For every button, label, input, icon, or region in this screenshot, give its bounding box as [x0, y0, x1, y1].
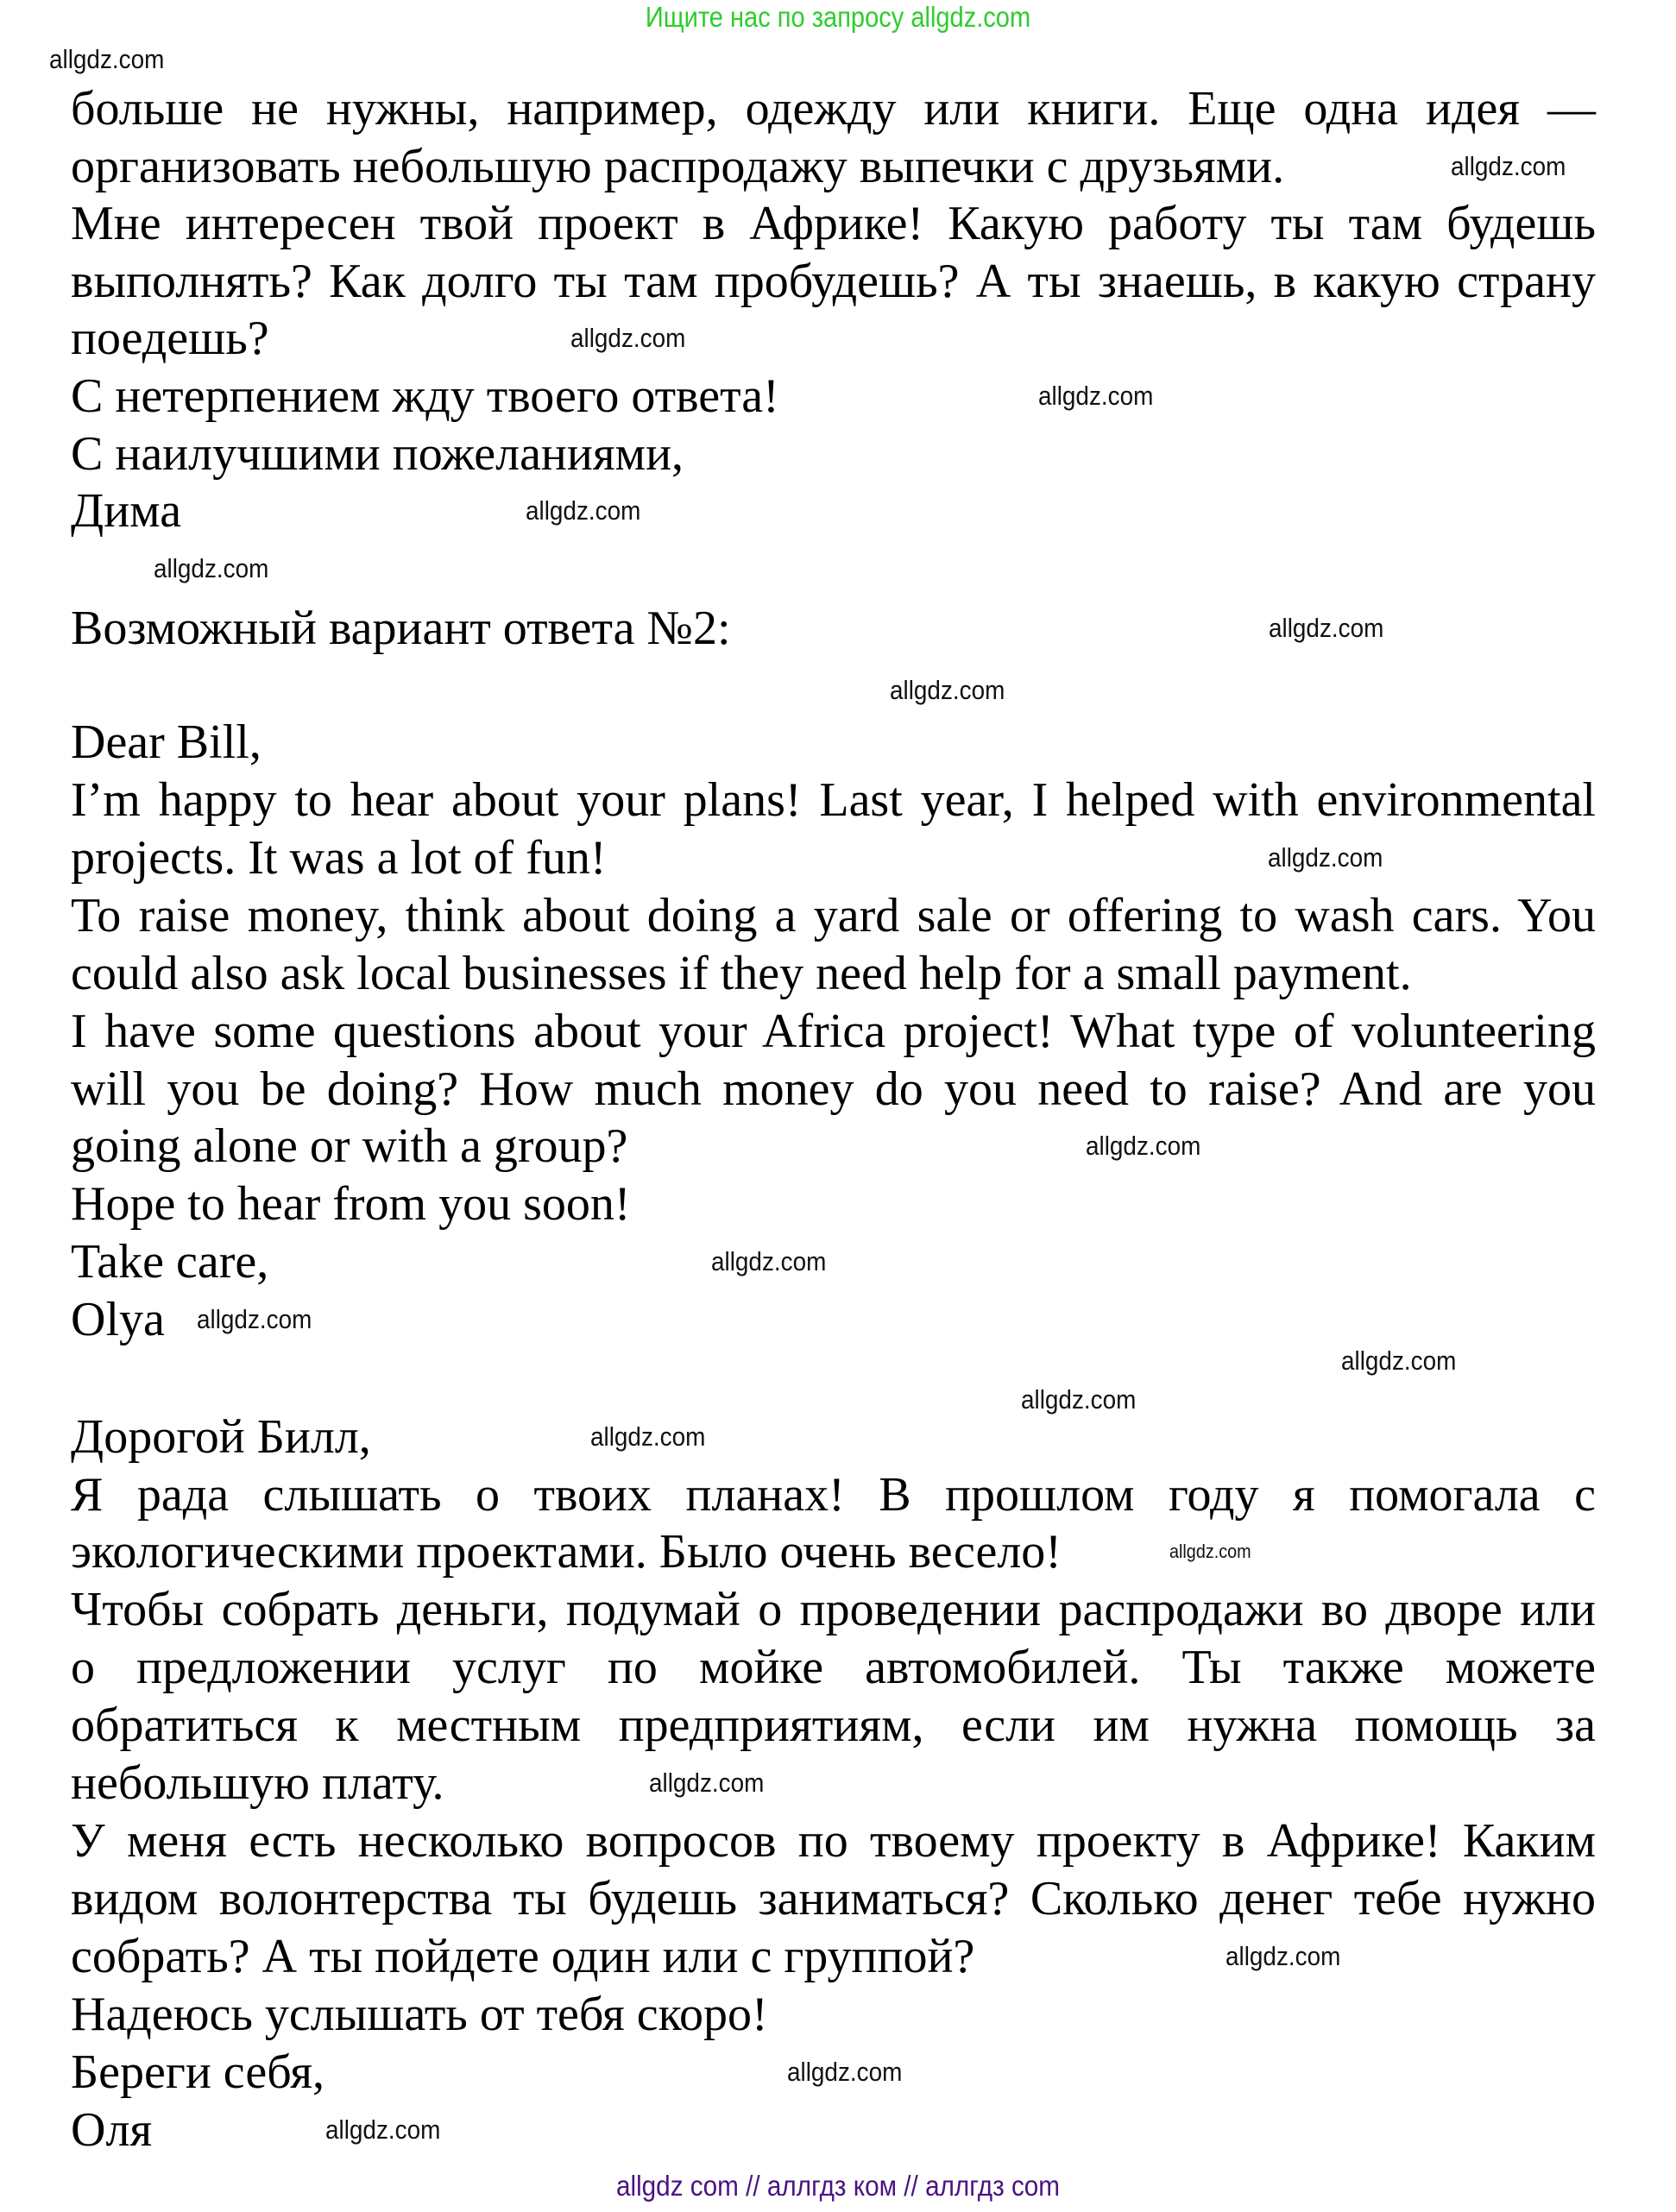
text-line: Я рада слышать о твоих планах! В прошлом году я помогала с	[71, 1467, 1596, 1522]
text-line: Дорогой Билл,	[71, 1409, 371, 1464]
search-hint-header: Ищите нас по запросу allgdz.com	[645, 1, 1031, 33]
watermark-text: allgdz.com	[1225, 1940, 1341, 1971]
text-line: Возможный вариант ответа №2:	[71, 601, 731, 655]
watermark-text: allgdz.com	[890, 674, 1005, 705]
text-line: поедешь?	[71, 311, 269, 365]
watermark-text: allgdz.com	[1269, 612, 1384, 643]
text-line: С наилучшими пожеланиями,	[71, 426, 684, 481]
watermark-text: allgdz.com	[1037, 380, 1154, 411]
footer-links[interactable]: allgdz com // аллгдз ком // аллгдз com	[615, 2170, 1061, 2202]
text-line: Береги себя,	[71, 2045, 325, 2099]
text-line: выполнять? Как долго ты там пробудешь? А ты знаешь, в какую страну	[71, 255, 1596, 309]
watermark-text: allgdz.com	[570, 322, 686, 353]
watermark-text: allgdz.com	[1450, 150, 1566, 181]
text-line: о предложении услуг по мойке автомобилей. Ты также можете	[71, 1641, 1596, 1695]
text-line: To raise money, think about doing a yard sale or offering to wash cars. You	[71, 888, 1596, 942]
watermark-text: allgdz.com	[1086, 1131, 1201, 1162]
text-line: could also ask local businesses if they need help for a small payment.	[71, 946, 1412, 1000]
text-line: собрать? А ты пойдете один или с группой?	[71, 1929, 975, 1983]
watermark-text: allgdz.com	[711, 1246, 827, 1277]
text-line: Dear Bill,	[71, 715, 261, 770]
watermark-text: allgdz.com	[153, 553, 269, 584]
text-line: going alone or with a group?	[71, 1119, 628, 1174]
text-line: Чтобы собрать деньги, подумай о проведении распродажи во дворе или	[71, 1583, 1596, 1637]
text-line: Дима	[71, 484, 182, 539]
text-line: Мне интересен твой проект в Африке! Какую работу ты там будешь	[71, 197, 1596, 251]
watermark-text: allgdz.com	[1169, 1541, 1251, 1563]
text-line: организовать небольшую распродажу выпечки с друзьями.	[71, 139, 1285, 193]
text-line: Take care,	[71, 1235, 269, 1289]
watermark-text: allgdz.com	[49, 43, 165, 74]
watermark-text: allgdz.com	[787, 2056, 903, 2087]
watermark-text: allgdz.com	[197, 1304, 312, 1335]
text-line: обратиться к местным предприятиям, если им нужна помощь за	[71, 1698, 1596, 1753]
text-line: видом волонтерства ты будешь заниматься? Сколько денег тебе нужно	[71, 1871, 1596, 1925]
watermark-text: allgdz.com	[1021, 1384, 1137, 1415]
text-line: Olya	[71, 1293, 165, 1347]
text-line: Hope to hear from you soon!	[71, 1177, 631, 1232]
text-line: Надеюсь услышать от тебя скоро!	[71, 1987, 768, 2041]
text-line: I’m happy to hear about your plans! Last year, I helped with environmental	[71, 772, 1596, 827]
watermark-text: allgdz.com	[525, 495, 641, 526]
text-line: небольшую плату.	[71, 1756, 444, 1811]
watermark-text: allgdz.com	[1340, 1345, 1457, 1376]
text-line: Оля	[71, 2102, 153, 2157]
watermark-text: allgdz.com	[1267, 841, 1383, 873]
watermark-text: allgdz.com	[649, 1768, 765, 1799]
text-line: экологическими проектами. Было очень весело!	[71, 1525, 1062, 1579]
watermark-text: allgdz.com	[324, 2114, 441, 2145]
text-line: will you be doing? How much money do you need to raise? And are you	[71, 1062, 1596, 1116]
watermark-text: allgdz.com	[589, 1421, 706, 1452]
text-line: У меня есть несколько вопросов по твоему проекту в Африке! Каким	[71, 1814, 1596, 1869]
text-line: I have some questions about your Africa project! What type of volunteering	[71, 1004, 1596, 1058]
text-line: С нетерпением жду твоего ответа!	[71, 369, 779, 423]
text-line: projects. It was a lot of fun!	[71, 830, 607, 885]
text-line: больше не нужны, например, одежду или книги. Еще одна идея —	[71, 81, 1596, 135]
